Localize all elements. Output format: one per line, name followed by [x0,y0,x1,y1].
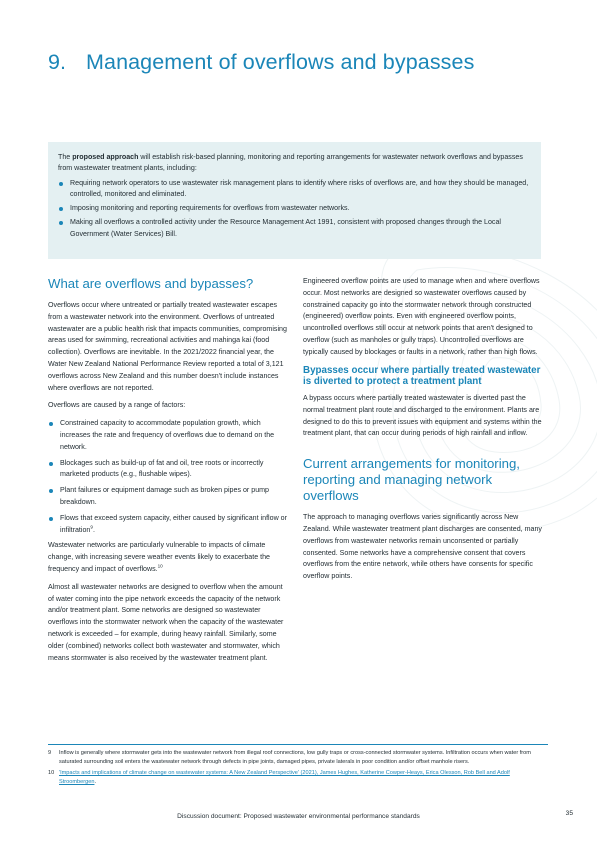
callout-intro [58,152,531,175]
footer-document-title: Discussion document: Proposed wastewater environmental performance standards [177,813,420,820]
bypasses-subheading: Bypasses occur where partially treated wastewater is diverted to protect a treatment plant [303,364,541,387]
section-title: Management of overflows and bypasses [86,50,475,74]
paragraph: Overflows are caused by a range of factors: [48,401,186,410]
factors-bullet-list [48,418,289,536]
footnote-end: . [94,779,97,786]
footnote-ref-10[interactable]: 10 [157,563,163,569]
footnote-number: 9 [48,750,52,756]
callout-intro-bold: proposed approach [72,153,139,161]
footnote-9 [48,749,548,768]
paragraph: Engineered overflow points are used to manage when and where overflows occur. Most networks are designed so wastewater overflows caused by constrained capacity go into the stormwater network through constructed (engineered) overflow points. Even with engineered overflow points, uncontrolled overflows still occur at network points that aren't designed to overflow (such as manholes or gully traps). Uncontrolled overflows are typically caused by blockages or faults in a network, rather than high flows. [303,277,540,356]
callout-bullet-list [58,178,531,240]
footnotes [48,744,548,789]
factor-bullet-end: . [92,525,95,534]
callout-bullet: Requiring network operators to use wastewater risk management plans to identify where risks of overflows are, and how they should be managed, controlled, monitored and eliminated. [58,178,531,201]
paragraph: Almost all wastewater networks are designed to overflow when the amount of water coming into the pipe network exceeds the capacity of the network and/or treatment plant. Some networks are designed so wastewater overflows into the stormwater network when the capacity of the wastewater network is exceeded – for example, during heavy rainfall. Similarly, some older (combined) networks collect both wastewater and stormwater, which means stormwater is also received by the wastewater treatment plant. [48,582,284,662]
paragraph-text: Wastewater networks are particularly vulnerable to impacts of climate change, with increasing severe weather events likely to exacerbate the frequency and impact of overflows. [48,541,271,573]
callout-bullet: Making all overflows a controlled activity under the Resource Management Act 1991, consistent with proposed changes through the Local Government (Water Services) Bill. [58,217,531,240]
callout-intro-prefix: The [58,153,73,161]
footnote-reference-link[interactable]: 'Impacts and implications of climate change on wastewater systems: A New Zealand Perspective' (2021), James Hughes, Katherine Cowper-Heays, Erica Olesson, Rob Bell and Adolf Stroombergen [59,769,510,786]
footnote-text: Inflow is generally where stormwater gets into the wastewater network from illegal roof connections, low gully traps or cross-connected stormwater systems. Infiltration occurs when water from saturated surrounding soil enters the wastewater network through defects in pipe joints, damaged pipes, private laterals in poor condition and/or offset manhole risers. [59,750,531,766]
proposed-approach-callout [48,142,541,259]
section-heading [48,50,474,75]
callout-bullet: Imposing monitoring and reporting requirements for overflows from wastewater networks. [58,203,531,214]
paragraph: The approach to managing overflows varies significantly across New Zealand. While wastewater treatment plant discharges are consented, many overflows from wastewater networks remain unconsented or partially consented. Some networks have a comprehensive consent that covers overflows from the entire network, while others have consents for specific overflow points. [303,513,542,581]
factor-bullet [48,513,289,537]
paragraph: A bypass occurs where partially treated wastewater is diverted past the normal treatment plant route and discharged to the environment. Plants are designed to do this to prevent issues with equipment and systems within the treatment plant, that can occur during periods of high rainfall and inflow. [303,393,542,438]
paragraph [48,540,289,575]
footnote-number: 10 [48,769,55,776]
paragraph: Overflows occur where untreated or partially treated wastewater escapes from a wastewater network into the environment. Overflows of untreated wastewater are a public health risk that impacts communities, compromising areas used for swimming, recreational activities and mahinga kai (food collection). Overflows are inevitable. In the 2021/2022 financial year, the Water New Zealand National Performance Review reported a total of 3,121 overflows across New Zealand and this number doesn't include instances where overflows are not reported. [48,301,287,392]
factor-bullet: Plant failures or equipment damage such as broken pipes or pump breakdown. [48,485,289,509]
factor-bullet: Blockages such as build-up of fat and oil, tree roots or incorrectly marketed products (e.g., flushable wipes). [48,458,289,482]
page-number: 35 [565,810,573,817]
footnote-10 [48,769,548,788]
footnote-ref-9[interactable]: 9 [90,524,93,530]
left-column [48,276,289,670]
section-number: 9. [48,50,67,74]
right-column [303,276,544,589]
callout-intro-text: will establish risk-based planning, monitoring and reporting arrangements for wastewater network overflows and bypasses from wastewater treatment plants, including: [58,153,523,173]
factor-bullet: Constrained capacity to accommodate population growth, which increases the rate and frequency of overflows due to demand on the network. [48,418,289,453]
factor-bullet-text: Flows that exceed system capacity, either caused by significant inflow or infiltration [60,513,287,534]
current-arrangements-heading: Current arrangements for monitoring, reporting and managing network overflows [303,456,520,504]
overflows-heading: What are overflows and bypasses? [48,276,254,291]
